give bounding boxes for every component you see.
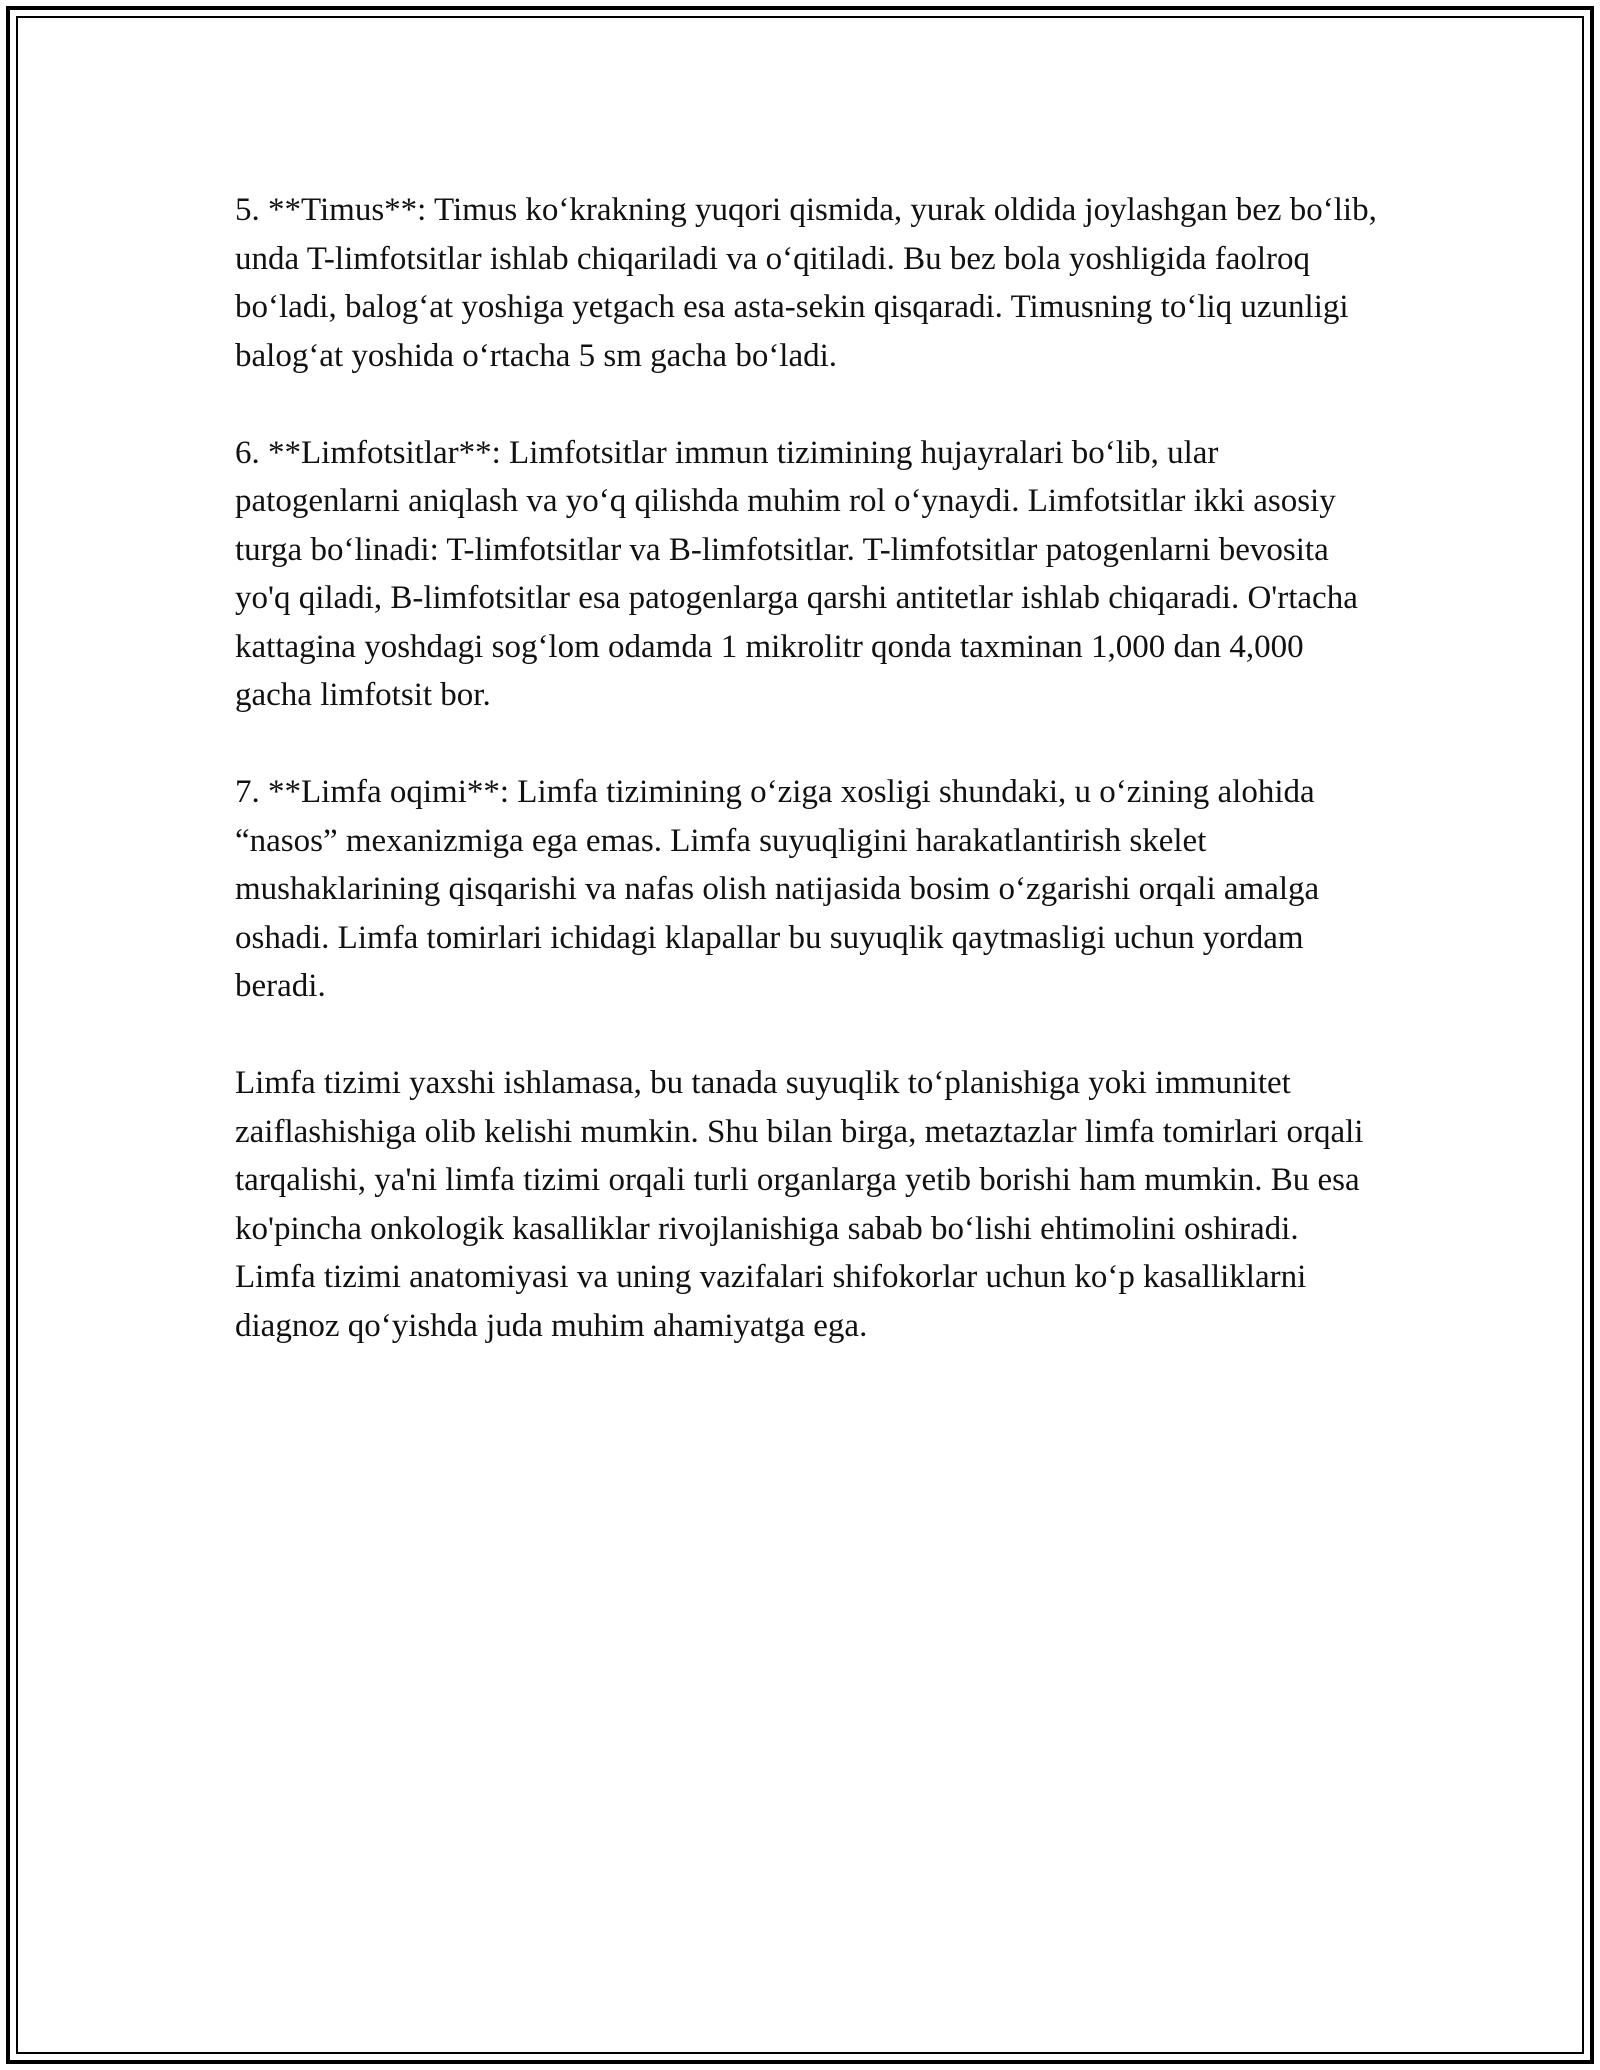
paragraph-conclusion: Limfa tizimi yaxshi ishlamasa, bu tanada suyuqlik to‘planishiga yoki immunitet zaiflashishiga olib kelishi mumkin. Shu bilan birga, metaztazlar limfa tomirlari orqali tarqalishi, ya'ni limfa tizimi orqali turli organlarga yetib borishi ham mumkin. Bu esa ko'pincha onkologik kasalliklar rivojlanishiga sabab bo‘lishi ehtimolini oshiradi. Limfa tizimi anatomiyasi va uning vazifalari shifokorlar uchun ko‘p kasalliklarni diagnoz qo‘yishda juda muhim ahamiyatga ega. <box>235 1065 1364 1344</box>
paragraph-limfa-oqimi: 7. **Limfa oqimi**: Limfa tizimining o‘ziga xosligi shundaki, u o‘zining alohida “nasos” mexanizmiga ega emas. Limfa suyuqligini harakatlantirish skelet mushaklarining qisqarishi va nafas olish natijasida bosim o‘zgarishi orqali amalga oshadi. Limfa tomirlari ichidagi klapallar bu suyuqlik qaytmasligi uchun yordam beradi. <box>235 774 1320 1004</box>
paragraph-limfotsitlar: 6. **Limfotsitlar**: Limfotsitlar immun tizimining hujayralari bo‘lib, ular patogenlarni aniqlash va yo‘q qilishda muhim rol o‘ynaydi. Limfotsitlar ikki asosiy turga bo‘linadi: T-limfotsitlar va B-limfotsitlar. T-limfotsitlar patogenlarni bevosita yo'q qiladi, B-limfotsitlar esa patogenlarga qarshi antitetlar ishlab chiqaradi. O'rtacha kattagina yoshdagi sog‘lom odamda 1 mikrolitr qonda taxminan 1,000 dan 4,000 gacha limfotsit bor. <box>235 434 1358 713</box>
document-body <box>235 186 1385 1399</box>
paragraph-timus: 5. **Timus**: Timus ko‘krakning yuqori qismida, yurak oldida joylashgan bez bo‘lib, unda T-limfotsitlar ishlab chiqariladi va o‘qitiladi. Bu bez bola yoshligida faolroq bo‘ladi, balog‘at yoshiga yetgach esa asta-sekin qisqaradi. Timusning to‘liq uzunligi balog‘at yoshida o‘rtacha 5 sm gacha bo‘ladi. <box>235 192 1377 374</box>
